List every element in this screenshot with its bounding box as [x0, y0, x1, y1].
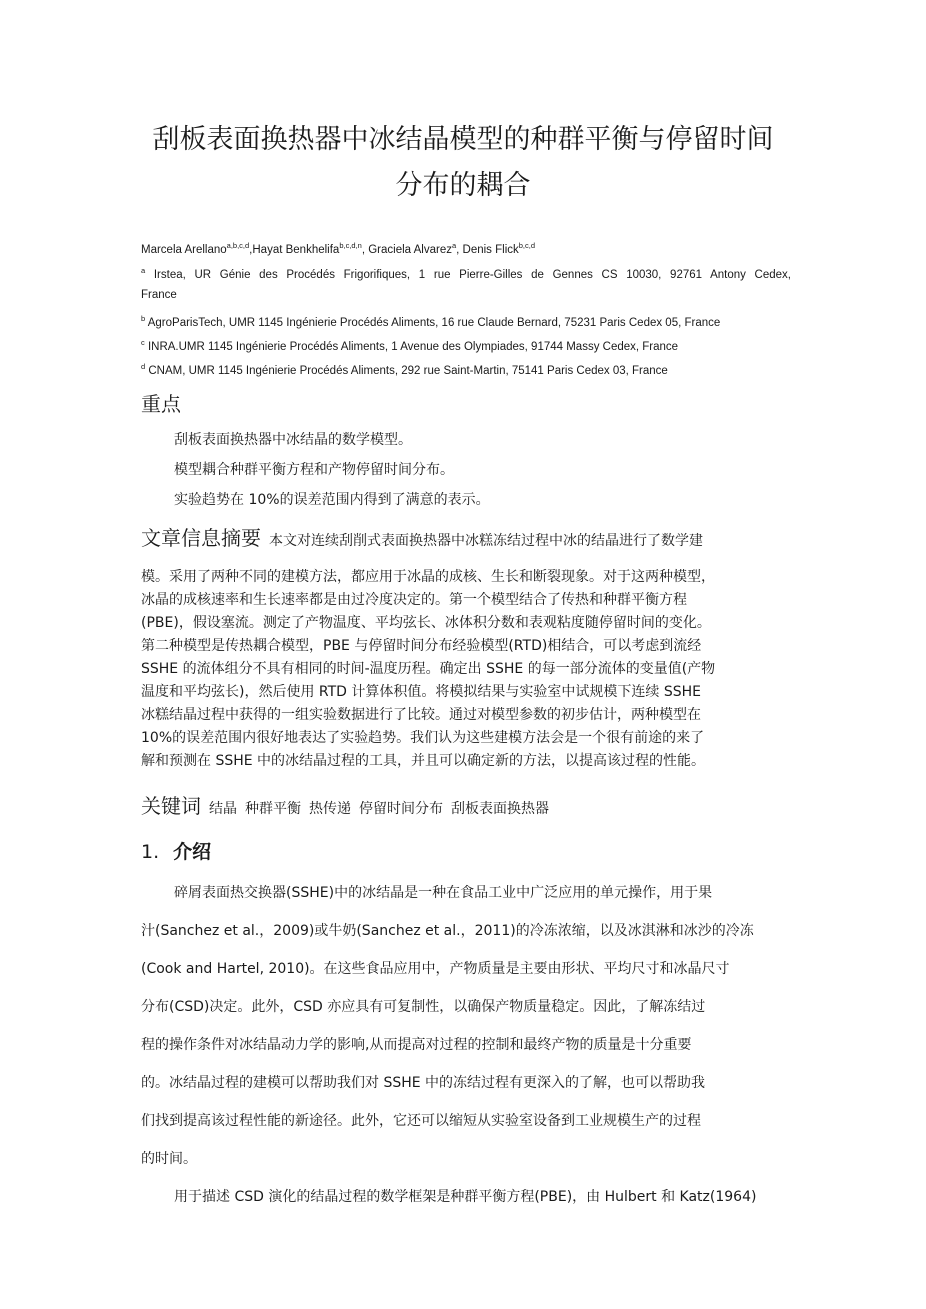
- paper-title-line-1: 刮板表面换热器中冰结晶模型的种群平衡与停留时间: [152, 124, 774, 155]
- body-line: 的。冰结晶过程的建模可以帮助我们对 SSHE 中的冻结过程有更深入的了解，也可以帮助我: [141, 1075, 706, 1091]
- abstract-line: 冰晶的成核速率和生长速率都是由过冷度决定的。第一个模型结合了传热和种群平衡方程: [141, 592, 687, 608]
- author-affil-sup: a,b,c,d: [226, 241, 250, 250]
- abstract-line: SSHE 的流体组分不具有相同的时间-温度历程。确定出 SSHE 的每一部分流体的变量值(产物: [141, 661, 716, 677]
- body-line: (Cook and Hartel, 2010)。在这些食品应用中，产物质量是主要由形状、平均尺寸和冰晶尺寸: [141, 961, 730, 977]
- body-line: 们找到提高该过程性能的新途径。此外，它还可以缩短从实验室设备到工业规模生产的过程: [141, 1113, 701, 1129]
- keywords-line: [141, 793, 549, 819]
- affiliation-a-line-2: France: [141, 289, 177, 301]
- body-line: 分布(CSD)决定。此外，CSD 亦应具有可复制性，以确保产物质量稳定。因此，了解冻结过: [141, 999, 706, 1015]
- section-title: 介绍: [173, 841, 212, 863]
- keyword: 刮板表面换热器: [451, 801, 549, 817]
- abstract-line: 模。采用了两种不同的建模方法，都应用于冰晶的成核、生长和断裂现象。对于这两种模型，: [141, 569, 715, 585]
- keyword: 种群平衡: [245, 801, 301, 817]
- author-name: Marcela Arellano: [141, 244, 227, 256]
- author-list: Marcela Arellano$^{a,b,c,d}$,Hayat Benkhelifa$^{b,c,d,n}$, Graciela Alvarez$^a$, Denis Flick$^{b,c,d}$: [141, 241, 536, 256]
- body-line: 的时间。: [141, 1151, 197, 1167]
- author-affil-sup: a: [451, 241, 457, 250]
- keyword: 结晶: [209, 801, 237, 817]
- highlights-heading: 重点: [141, 392, 181, 416]
- highlight-item: 刮板表面换热器中冰结晶的数学模型。: [174, 432, 412, 448]
- abstract-line: (PBE)，假设塞流。测定了产物温度、平均弦长、冰体积分数和表观粘度随停留时间的变化。: [141, 615, 711, 631]
- keywords-label: 关键词: [141, 794, 201, 818]
- abstract-line: 温度和平均弦长)，然后使用 RTD 计算体积值。将模拟结果与实验室中试规模下连续 SSHE: [141, 684, 701, 700]
- highlight-item: 模型耦合种群平衡方程和产物停留时间分布。: [174, 462, 454, 478]
- affiliation-d: $^d$ CNAM, UMR 1145 Ingénierie Procédés Aliments, 292 rue Saint-Martin, 75141 Paris Cedex 03, France: [141, 362, 668, 377]
- body-line: 用于描述 CSD 演化的结晶过程的数学框架是种群平衡方程(PBE)，由 Hulbert 和 Katz(1964): [174, 1189, 757, 1205]
- section-number: 1.: [141, 841, 160, 863]
- affiliation-a: $^a$ Irstea, UR Génie des Procédés Frigorifiques, 1 rue Pierre-Gilles de Gennes CS 10030, 92761 Antony Cedex,: [141, 266, 791, 281]
- author-name: Graciela Alvarez: [368, 244, 452, 256]
- abstract-first-line: [141, 525, 787, 551]
- author-affil-sup: b,c,d: [518, 241, 536, 250]
- author-name: Denis Flick: [462, 244, 519, 256]
- highlight-item: 实验趋势在 10%的误差范围内得到了满意的表示。: [174, 492, 490, 508]
- paper-title-line-2: 分布的耦合: [395, 170, 531, 201]
- section-heading: [141, 839, 211, 865]
- author-name: Hayat Benkhelifa: [252, 244, 340, 256]
- author-affil-sup: b,c,d,n: [339, 241, 362, 250]
- affiliation-b: $^b$ AgroParisTech, UMR 1145 Ingénierie Procédés Aliments, 16 rue Claude Bernard, 75231 Paris Cedex 05, France: [141, 314, 721, 329]
- abstract-line: 冰糕结晶过程中获得的一组实验数据进行了比较。通过对模型参数的初步估计，两种模型在: [141, 707, 701, 723]
- abstract-line: 第二种模型是传热耦合模型，PBE 与停留时间分布经验模型(RTD)相结合，可以考虑到流经: [141, 638, 702, 654]
- body-line: 程的操作条件对冰结晶动力学的影响,从而提高对过程的控制和最终产物的质量是十分重要: [141, 1037, 692, 1053]
- abstract-label: 文章信息摘要: [141, 526, 261, 550]
- abstract-line: 解和预测在 SSHE 中的冰结晶过程的工具，并且可以确定新的方法，以提高该过程的性能。: [141, 753, 706, 769]
- body-line: 汁(Sanchez et al.，2009)或牛奶(Sanchez et al.，2011)的冷冻浓缩，以及冰淇淋和冰沙的冷冻: [141, 923, 754, 939]
- keyword: 热传递: [309, 801, 351, 817]
- keyword: 停留时间分布: [359, 801, 443, 817]
- abstract-line: 10%的误差范围内很好地表达了实验趋势。我们认为这些建模方法会是一个很有前途的来了: [141, 730, 705, 746]
- abstract-line: 本文对连续刮削式表面换热器中冰糕冻结过程中冰的结晶进行了数学建: [269, 533, 703, 549]
- body-line: 碎屑表面热交换器(SSHE)中的冰结晶是一种在食品工业中广泛应用的单元操作，用于果: [174, 885, 713, 901]
- affiliation-c: $^c$ INRA.UMR 1145 Ingénierie Procédés Aliments, 1 Avenue des Olympiades, 91744 Massy Cedex, France: [141, 338, 679, 353]
